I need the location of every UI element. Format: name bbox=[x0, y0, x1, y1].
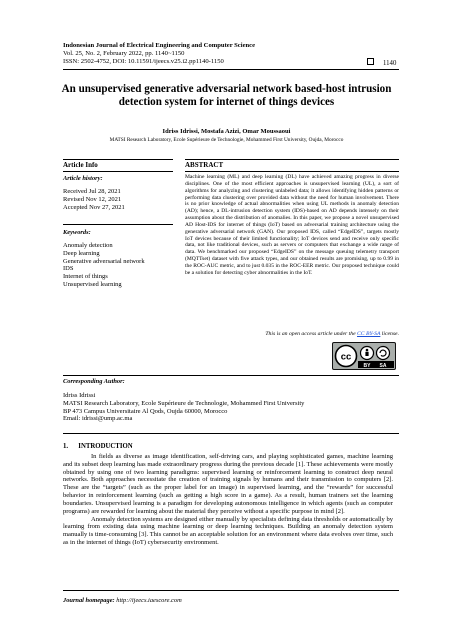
corresponding-rule-bottom bbox=[63, 433, 399, 434]
received-date: Received Jul 28, 2021 bbox=[63, 188, 121, 195]
page-number: 1140 bbox=[367, 58, 396, 68]
paper-title: An unsupervised generative adversarial network based-host intrusion detection system for internet of things devices bbox=[61, 83, 392, 109]
corresponding-rule-top bbox=[63, 375, 399, 376]
cc-logo-icon bbox=[333, 343, 395, 369]
keyword: Deep learning bbox=[63, 249, 100, 257]
corresponding-name: Idriss Idrissi bbox=[63, 392, 96, 399]
square-icon bbox=[367, 58, 374, 65]
article-info-rule-top bbox=[63, 159, 173, 160]
accepted-date: Accepted Nov 27, 2021 bbox=[63, 203, 125, 211]
corresponding-email: Email: idrissi@ump.ac.ma bbox=[63, 415, 133, 423]
keywords-rule bbox=[63, 224, 173, 225]
corresponding-line2: BP 473 Campus Universitaire Al Qods, Oujda 60000, Morocco bbox=[63, 407, 228, 415]
cc-text: cc bbox=[340, 351, 352, 363]
article-info-heading: Article Info bbox=[63, 161, 98, 169]
journal-volume: Vol. 25, No. 2, February 2022, pp. 1140~1150 bbox=[63, 50, 185, 58]
abstract-text: Machine learning (ML) and deep learning (DL) have achieved amazing progress in diverse disciplines. One of the most efficient approaches is unsupervised learning (UL), a sort of algorithms for analyzing and clustering unlabeled data; it allows identifying hidden patterns or performing data clustering over provided data without the need for human involvement. There is no prior knowledge of actual abnormalities when using UL methods in anomaly detection (AD); hence, a DL-intrusion detection system (IDS)-based on AD depends intensely on their assumption about the distribution of anomalies. In this paper, we propose a novel unsupervised AD Host-IDS for internet of things (IoT) based on adversarial training architecture using the generative adversarial network (GAN). Our proposed IDS, called “EdgeIDS”, targets mostly IoT devices because of their limited functionality; IoT devices send and receive only specific data, not like traditional devices, such as servers or computers that exchange a wide range of data. We benchmarked our proposed “EdgeIDS” on the message queuing telemetry transport (MQTTset) dataset with five attack types, and our obtained results are promising, up to 0.99 in the ROC-AUC metric, and to just 0.035 in the ROC-EER metric. Our proposed technique could be a solution for detecting cyber abnormalities in the IoT. bbox=[185, 174, 399, 276]
authors: Idriss Idrissi, Mostafa Azizi, Omar Moussaoui bbox=[162, 128, 291, 135]
sa-label: SA bbox=[379, 363, 387, 369]
keywords-heading: Keywords: bbox=[63, 229, 91, 236]
sa-icon bbox=[377, 347, 390, 360]
intro-heading: 1. INTRODUCTION bbox=[63, 443, 133, 450]
corresponding-heading: Corresponding Author: bbox=[63, 378, 125, 385]
abstract-rule bbox=[185, 171, 399, 172]
cc-by-sa-badge[interactable] bbox=[332, 342, 396, 370]
journal-homepage: Journal homepage: http://ijeecs.iaescore.com bbox=[63, 597, 182, 604]
journal-header bbox=[63, 42, 255, 67]
keyword: Anomaly detection bbox=[63, 242, 113, 249]
homepage-link[interactable]: http://ijeecs.iaescore.com bbox=[116, 597, 182, 604]
revised-date: Revised Nov 12, 2021 bbox=[63, 195, 122, 203]
keywords-list bbox=[63, 242, 145, 289]
abstract-heading: ABSTRACT bbox=[185, 161, 224, 169]
intro-body bbox=[63, 453, 393, 547]
history-heading: Article history: bbox=[63, 175, 103, 182]
journal-issn: ISSN: 2502-4752, DOI: 10.11591/ijeecs.v25.i2.pp1140-1150 bbox=[63, 58, 224, 66]
keyword: IDS bbox=[63, 265, 74, 273]
by-label: BY bbox=[363, 363, 371, 369]
corresponding-details bbox=[63, 392, 304, 423]
article-history bbox=[63, 188, 125, 211]
article-info-rule bbox=[63, 171, 173, 172]
abstract-rule-top bbox=[185, 159, 399, 160]
affiliation: MATSI Research Laboratory, Ecole Supérieure de Technologie, Mohammed First University, Oujda, Morocco bbox=[109, 137, 344, 143]
intro-paragraph: Anomaly detection systems are designed either manually by specialists defining data thresholds or automatically by learning from existing data using machine learning or deep learning techniques. Building an anomaly detection system manually is time-consuming [3]. This cannot be an acceptable solution for an environment where data evolves over time, such as in the internet of things (IoT) cybersecurity environment. bbox=[63, 515, 393, 546]
keyword: Internet of things bbox=[63, 273, 108, 281]
keyword: Generative adversarial network bbox=[63, 257, 145, 265]
license-link[interactable]: CC BY-SA bbox=[357, 331, 381, 337]
license-note: This is an open access article under the CC BY-SA license. bbox=[265, 331, 399, 337]
keyword: Unsupervised learning bbox=[63, 280, 122, 288]
intro-paragraph: In fields as diverse as image identification, self-driving cars, and playing sophisticated games, machine learning and its subset deep learning has made extraordinary progress during the previous decade [1]. These achievements were mostly obtained by using one of two learning paradigms: supervised learning or reinforcement learning to construct deep neural networks. Both approaches necessitate the creation of training signals by humans and their transmission to computers [2]. These are the “targets” (such as the proper label for an image) in supervised learning, and the “rewards” for successful behavior in reinforcement learning (such as getting a high score in a game). As a result, human trainers set the learning boundaries. Unsupervised learning is a paradigm for developing autonomous intelligence in which agents (such as computer programs) are rewarded for learning about the material they perceive without a specific purpose in mind [2]. bbox=[63, 453, 393, 515]
corresponding-line1: MATSI Research Laboratory, Ecole Supérieure de Technologie, Mohammed First University bbox=[63, 399, 305, 407]
footer-rule bbox=[63, 590, 399, 591]
header-rule bbox=[63, 69, 399, 70]
journal-name: Indonesian Journal of Electrical Engineering and Computer Science bbox=[63, 42, 256, 49]
